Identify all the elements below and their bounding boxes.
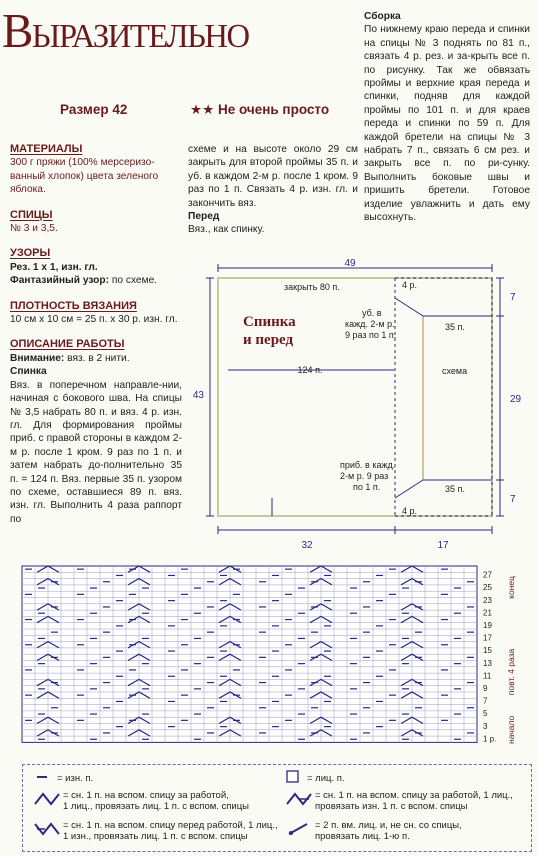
pattern-rib: Рез. 1 х 1, изн. гл. [10, 261, 98, 273]
right-column [364, 10, 530, 225]
materials-text: 300 г пряжи (100% мерсеризо-ванный хлопок) цвета зеленого яблока. [10, 157, 159, 196]
dec-label-1: уб. в [362, 308, 382, 318]
density-text: 10 см х 10 см = 25 п. х 30 р. изн. гл. [10, 314, 178, 326]
legend-twist-b: провязать лиц. 1-ю п. [315, 831, 410, 842]
purl-symbol-icon [35, 771, 51, 783]
piece-label-1: Спинка [243, 314, 296, 330]
st124-label: 124 п. [297, 365, 323, 375]
rows-bottom-label: 4 р. [402, 506, 418, 516]
stitch-chart [18, 562, 526, 752]
row-label: 1 р. [483, 734, 497, 744]
row-label: 25 [483, 583, 492, 593]
back-text: Вяз. в поперечном направле-нии, начиная с бокового шва. На спицы № 3,5 набрать 80 п. и вяз. 4 р. изн. гл. Для формирования проймы приб. с правой стороны в каждом 2-м р. после 1 кром. 9 раз по 1 п. и затем набрать до-полнительно 35 п. = 124 п. Вяз. первые 35 п. узором по схеме, оставшиеся 89 п. вяз. изн. гл. Выполнить 4 раза раппорт по [10, 379, 182, 525]
knit-symbol-icon [285, 770, 301, 784]
pattern-fancy: Фантазийный узор: по схеме. [10, 275, 158, 287]
cable-back-purl-icon [285, 791, 313, 807]
legend-twist-a: = 2 п. вм. лиц. и, не сн. со спицы, [315, 820, 462, 831]
dec-label-3: 9 раз по 1 п. [345, 330, 397, 340]
middle-column [188, 143, 358, 237]
piece-label-2: и перед [243, 332, 294, 348]
chart-side-start: начало [506, 715, 516, 744]
attention-text: Внимание: вяз. в 2 нити. [10, 352, 130, 364]
difficulty-label: ★★ Не очень просто [190, 102, 330, 117]
legend-cable2-b: провязать изн. 1 п. с вспом. спицы [315, 801, 468, 812]
inc-label-1: приб. в кажд. [340, 460, 396, 470]
middle-text: схеме и на высоте около 29 см закрыть для второй проймы 35 п. и уб. в каждом 2-м р. после 1 кром. 9 раз по 1 п. Связать 4 р. изн. гл. и закончить вяз. [188, 144, 358, 209]
dim-width: 49 [344, 258, 356, 269]
dec-label-2: кажд. 2-м р. [345, 319, 395, 329]
patterns-heading: УЗОРЫ [10, 247, 51, 260]
chart-side-repeat: повт. 4 раза [506, 648, 516, 696]
legend-cable1-b: 1 лиц., провязать лиц. 1 п. с вспом. спицы [63, 801, 250, 812]
materials-heading: МАТЕРИАЛЫ [10, 143, 83, 155]
row-label: 23 [483, 595, 492, 605]
row-label: 19 [483, 621, 492, 630]
front-heading: Перед [188, 211, 220, 223]
twist-icon [285, 821, 313, 837]
st35-bot: 35 п. [445, 484, 465, 494]
description-heading: ОПИСАНИЕ РАБОТЫ [10, 338, 125, 351]
needles-text: № 3 и 3,5. [10, 223, 58, 235]
dim-right-mid: 29 [510, 394, 522, 405]
row-label: 15 [483, 646, 492, 656]
row-label: 5 [483, 709, 488, 719]
cable-front-icon [33, 821, 61, 837]
row-label: 27 [483, 570, 492, 580]
legend-cable1-a: = сн. 1 п. на вспом. спицу за работой, [63, 790, 229, 801]
inc-label-2: 2-м р. 9 раз [340, 471, 389, 481]
back-heading: Спинка [10, 366, 47, 378]
inc-label-3: по 1 п. [353, 482, 381, 492]
assembly-heading: Сборка [364, 11, 401, 22]
row-label: 17 [483, 633, 492, 643]
rows-top-label: 4 р. [402, 280, 418, 290]
page-title: Выразительно [2, 3, 249, 58]
legend-cable2-a: = сн. 1 п. на вспом. спицу за работой, 1 лиц., [315, 790, 513, 801]
chart-row-labels [483, 571, 496, 744]
density-heading: ПЛОТНОСТЬ ВЯЗАНИЯ [10, 299, 137, 312]
legend-cable3-a: = сн. 1 п. на вспом. спицу перед работой, 1 лиц., [63, 820, 278, 831]
legend-knit: = лиц. п. [307, 773, 345, 784]
dim-bottom-right: 17 [437, 540, 449, 551]
row-label: 11 [483, 671, 492, 681]
chart-grid [22, 566, 477, 742]
cable-back-knit-icon [33, 791, 61, 807]
close-label: закрыть 80 п. [284, 282, 340, 292]
front-text: Вяз., как спинку. [188, 224, 265, 236]
dim-right-bot: 7 [510, 494, 516, 505]
dim-right-top: 7 [510, 292, 516, 303]
size-label: Размер 42 [60, 102, 128, 117]
needles-heading: СПИЦЫ [10, 208, 53, 221]
row-label: 9 [483, 684, 488, 693]
assembly-text: По нижнему краю переда и спинки на спицы № 3 поднять по 81 п., связать 4 р. рез. и за-крыть все п. по рисунку. Так же обвязать проймы и верхние края переда и спинки, подняв для каждой проймы по 101 п. и для краев переда и спинки по 59 п. Для каждой бретели на спицы № 3 набрать 7 п., связать 6 см рез. и закрыть все п. по ри-сунку. Выполнить боковые швы и пришить бретели. Готовое изделие увлажнить и дать ему высохнуть. [364, 24, 530, 224]
st35-top: 35 п. [445, 322, 465, 332]
legend-purl: = изн. п. [57, 773, 94, 784]
legend-cable3-b: 1 изн., провязать лиц. 1 п. с вспом. спицы [63, 831, 248, 842]
garment-schematic [192, 258, 530, 558]
dim-height: 43 [192, 390, 204, 401]
row-label: 3 [483, 721, 488, 731]
chart-side-end: конец [506, 576, 516, 599]
scheme-label: схема [442, 366, 468, 376]
row-label: 21 [483, 608, 492, 618]
left-column [10, 143, 182, 526]
row-label: 13 [483, 658, 492, 668]
chart-legend [22, 764, 532, 852]
row-label: 7 [483, 696, 488, 706]
dim-bottom-left: 32 [301, 540, 313, 551]
